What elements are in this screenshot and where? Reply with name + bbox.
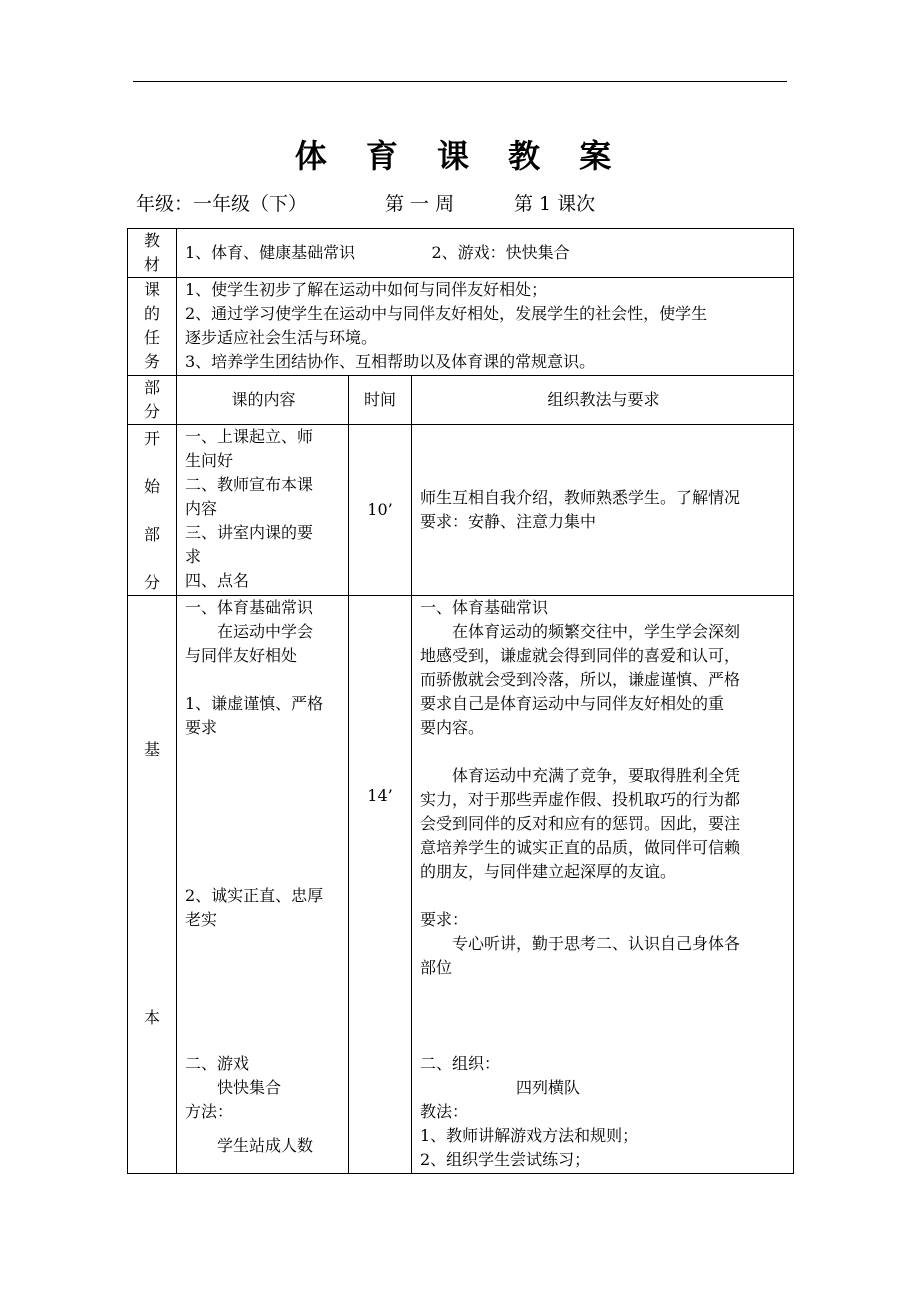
material-row: [128, 229, 794, 278]
time-header: 时间: [349, 376, 412, 425]
basic-content: 一、体育基础常识 在运动中学会 与同伴友好相处 1、谦虚谨慎、严格 要求 2、诚实正直、忠厚 老实 二、游戏 快快集合 方法： 学生站成人数: [177, 596, 349, 1174]
start-method: 师生互相自我介绍，教师熟悉学生。了解情况 要求：安静、注意力集中: [412, 425, 794, 596]
lesson-info: 第 1 课次: [514, 193, 596, 215]
week-info: 第 一 周: [385, 193, 455, 215]
start-content: 一、上课起立、师 生问好 二、教师宣布本课 内容 三、讲室内课的要 求 四、点名: [177, 425, 349, 596]
task-label: 课 的 任 务: [128, 278, 177, 376]
basic-section-row: [128, 596, 794, 1174]
content-header: 课的内容: [177, 376, 349, 425]
basic-method: 一、体育基础常识 在体育运动的频繁交往中，学生学会深刻 地感受到，谦虚就会得到同伴的喜爱和认可， 而骄傲就会受到冷落，所以，谦虚谨慎、严格 要求自己是体育运动中与同伴友好相处的重 要内容。 体育运动中充满了竞争，要取得胜利全凭 实力，对于那些弄虚作假、投机取巧的行为都 会受到同伴的反对和应有的惩罚。因此，要注 意培养学生的诚实正直的品质，做同伴可信赖 的朋友，与同伴建立起深厚的友谊。 要求： 专心听讲，勤于思考二、认识自己身体各 部位 二、组织： 四列横队 教法： 1、教师讲解游戏方法和规则； 2、组织学生尝试练习；: [412, 596, 794, 1174]
basic-label: 基 本: [128, 596, 177, 1174]
grade-info: 年级：一年级（下）: [136, 193, 308, 215]
column-header-row: [128, 376, 794, 425]
material-label: 教 材: [128, 229, 177, 278]
document-title: 体 育 课 教 案: [294, 137, 626, 175]
task-row: [128, 278, 794, 376]
start-time: 10’: [349, 425, 412, 596]
basic-time: 14’: [349, 596, 412, 1174]
task-text: 1、使学生初步了解在运动中如何与同伴友好相处； 2、通过学习使学生在运动中与同伴友好相处，发展学生的社会性，使学生 逐步适应社会生活与环境。 3、培养学生团结协作、互相帮助以及体育课的常规意识。: [177, 278, 794, 376]
start-section-row: [128, 425, 794, 596]
header-rule: [133, 81, 787, 82]
method-header: 组织教法与要求: [412, 376, 794, 425]
part-header: 部 分: [128, 376, 177, 425]
material-text: 1、体育、健康基础常识 2、游戏：快快集合: [177, 229, 794, 278]
start-label: 开 始 部 分: [128, 425, 177, 596]
lesson-plan-table: [127, 228, 794, 1174]
